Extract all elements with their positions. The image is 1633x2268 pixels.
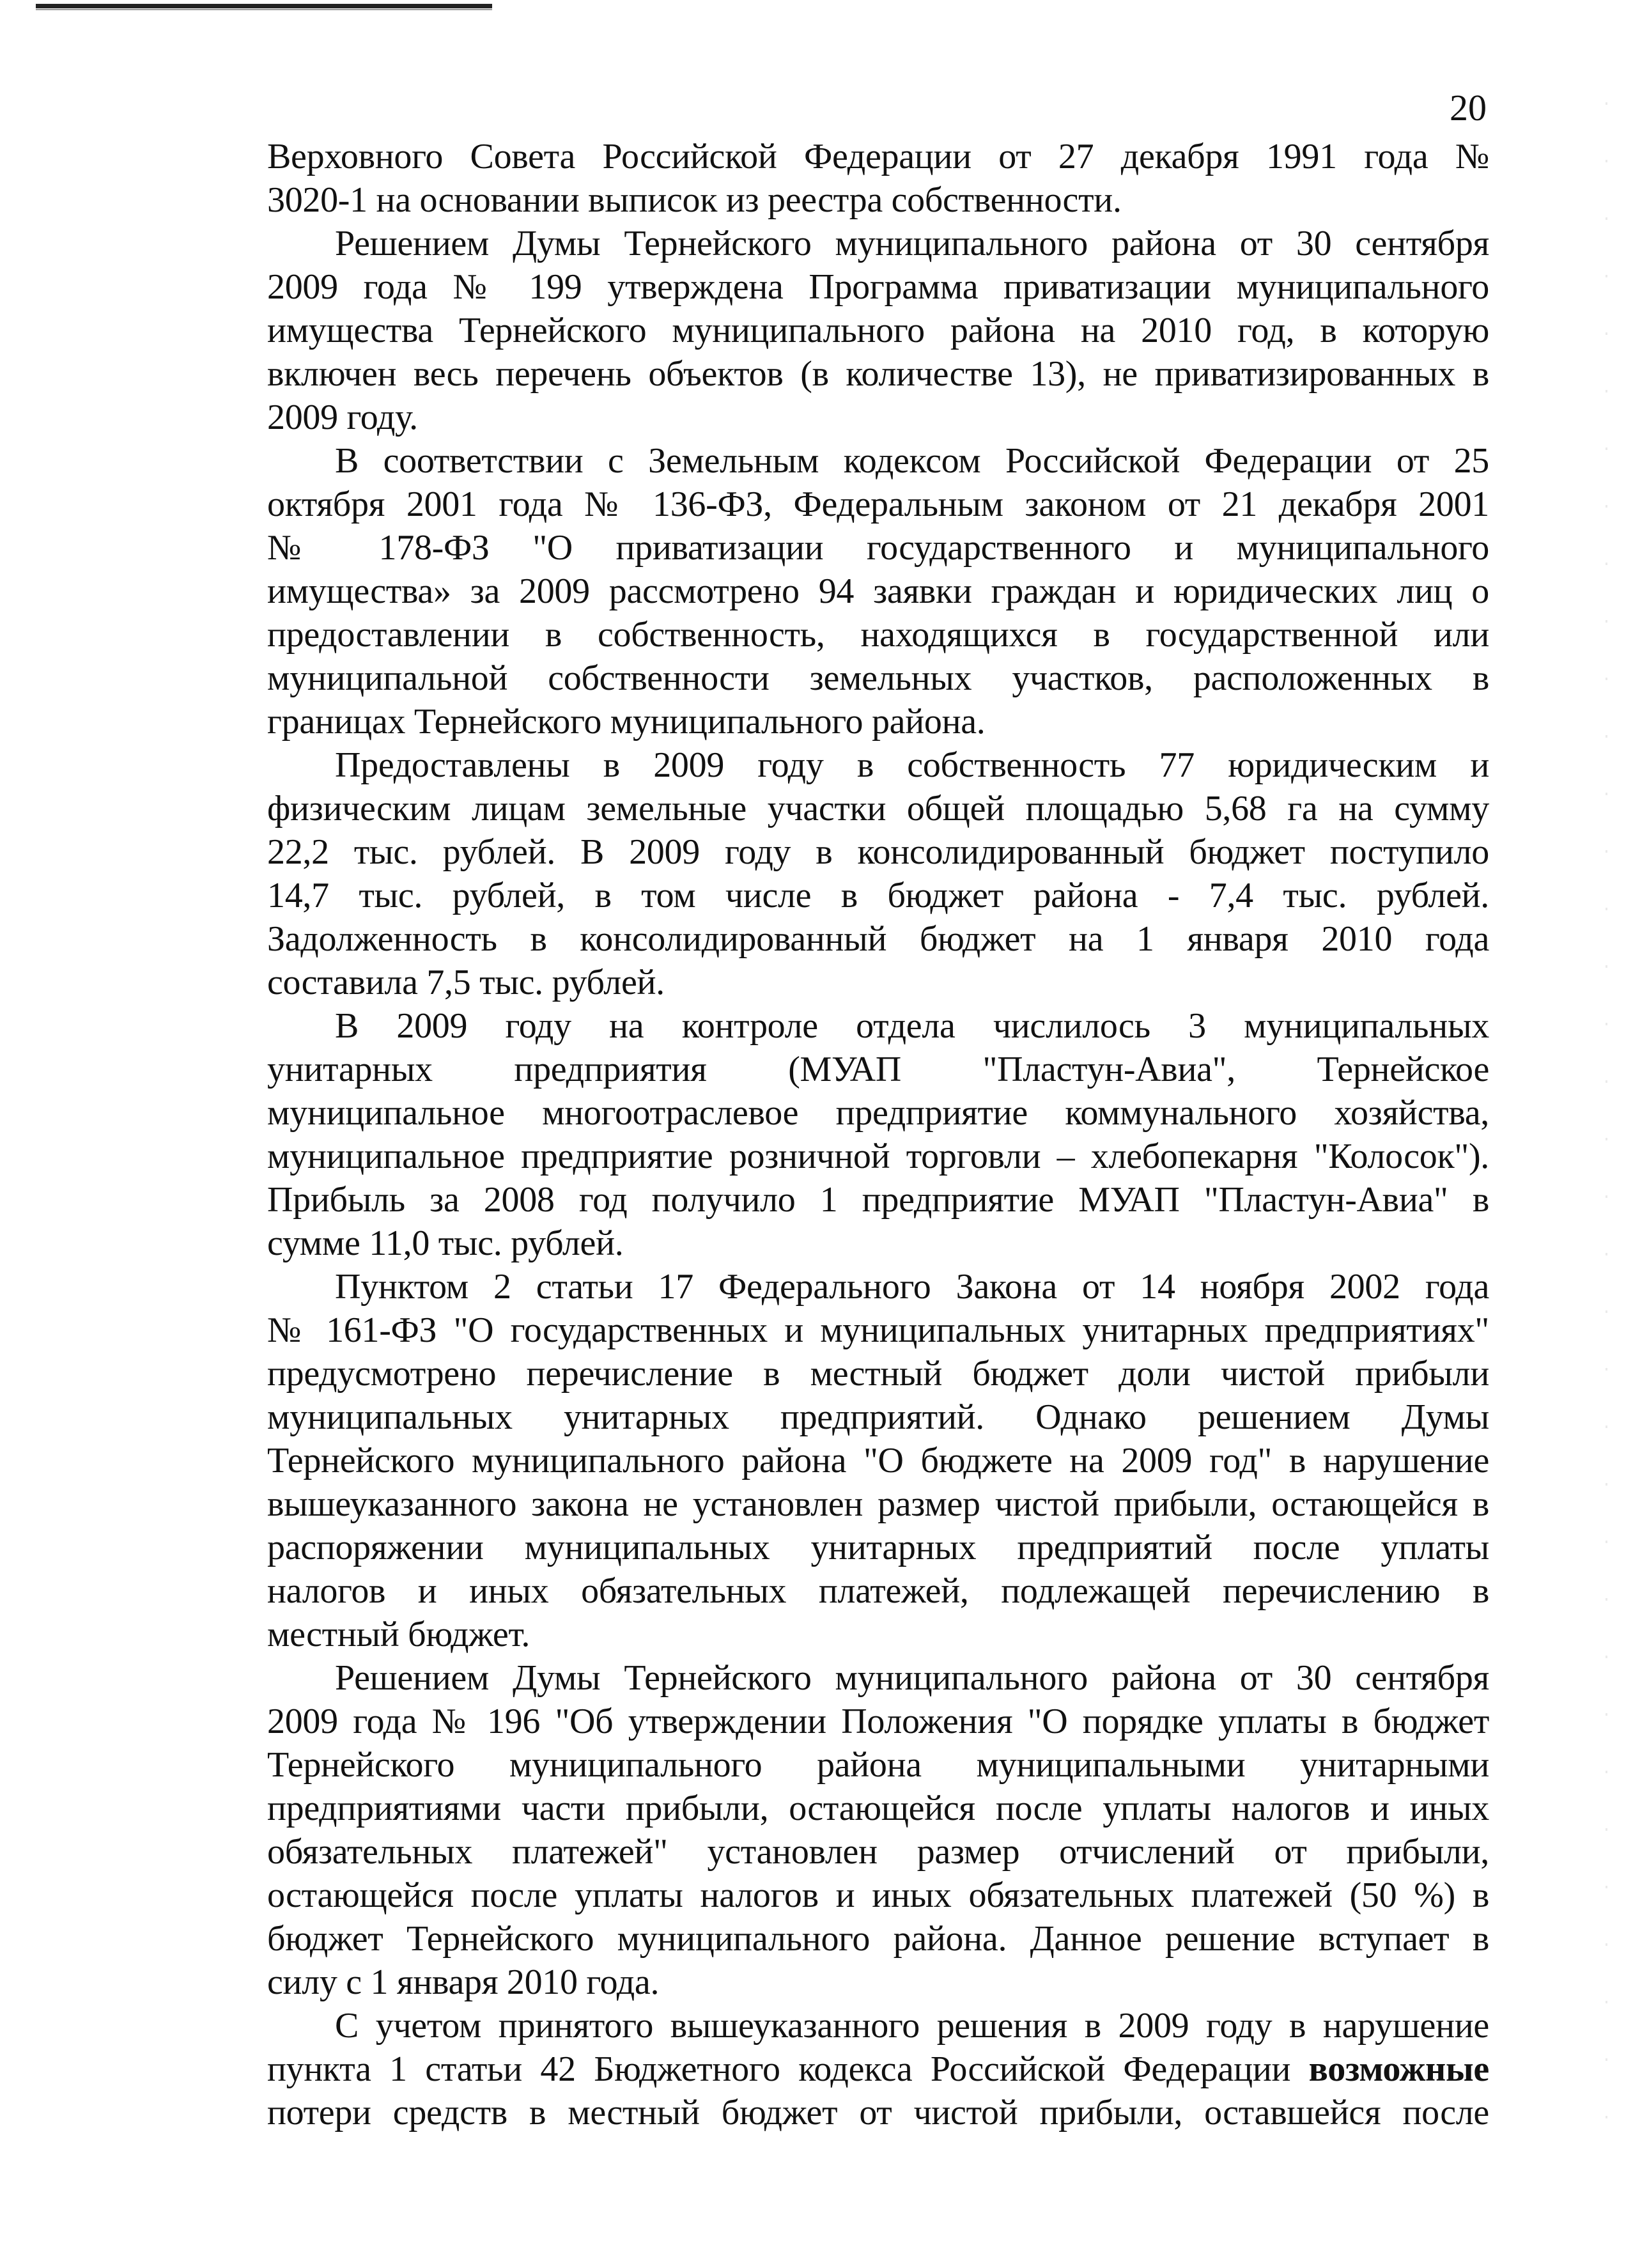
text-line: Верховного Совета Российской Федерации от 27 декабря 1991 года № (267, 137, 1489, 176)
text-line: Задолженность в консолидированный бюджет на 1 января 2010 года (267, 919, 1489, 959)
text-line: 2009 году. (267, 398, 418, 437)
paragraph (267, 222, 1489, 439)
text-line: обязательных платежей" установлен размер отчислений от прибыли, (267, 1832, 1489, 1872)
text-line: 2009 года № 196 "Об утверждении Положения "О порядке уплаты в бюджет (267, 1702, 1489, 1741)
text-line: В соответствии с Земельным кодексом Российской Федерации от 25 (335, 441, 1489, 481)
paragraph (267, 2004, 1489, 2134)
text-line: предусмотрено перечисление в местный бюджет доли чистой прибыли (267, 1354, 1489, 1394)
paragraph (267, 135, 1489, 222)
text-line: распоряжении муниципальных унитарных предприятий после уплаты (267, 1528, 1489, 1567)
paragraph (267, 1004, 1489, 1265)
text-line: сумме 11,0 тыс. рублей. (267, 1223, 624, 1263)
text-line: предоставлении в собственность, находящихся в государственной или (267, 615, 1489, 655)
text-line: имущества Тернейского муниципального района на 2010 год, в которую (267, 311, 1489, 350)
text-line: муниципальной собственности земельных участков, расположенных в (267, 658, 1489, 698)
text-line: 2009 года № 199 утверждена Программа приватизации муниципального (267, 267, 1489, 307)
text-line: потери средств в местный бюджет от чистой прибыли, оставшейся после (267, 2093, 1489, 2132)
text-line: Пунктом 2 статьи 17 Федерального Закона от 14 ноября 2002 года (335, 1267, 1489, 1307)
text-line: 14,7 тыс. рублей, в том числе в бюджет района - 7,4 тыс. рублей. (267, 876, 1489, 915)
text-line: Решением Думы Тернейского муниципального района от 30 сентября (335, 224, 1489, 263)
text-line: октября 2001 года № 136-ФЗ, Федеральным законом от 21 декабря 2001 (267, 485, 1489, 524)
text-line: муниципальное предприятие розничной торговли – хлебопекарня "Колосок"). (267, 1137, 1489, 1176)
scan-edge-noise (1606, 77, 1607, 2122)
text-line: унитарных предприятия (МУАП "Пластун-Авиа", Тернейское (267, 1050, 1489, 1089)
bold-emphasis: возможные (1308, 2049, 1489, 2089)
text-line: Тернейского муниципального района муниципальными унитарными (267, 1745, 1489, 1785)
text-line: № 178-ФЗ "О приватизации государственного и муниципального (267, 528, 1489, 568)
text-line: местный бюджет. (267, 1615, 530, 1654)
text-line: В 2009 году на контроле отдела числилось 3 муниципальных (335, 1006, 1489, 1046)
document-body (267, 135, 1489, 2134)
text-segment: пункта 1 статьи 42 Бюджетного кодекса Российской Федерации (267, 2049, 1309, 2089)
paragraph (267, 743, 1489, 1004)
page-number: 20 (1450, 87, 1487, 128)
text-line: Прибыль за 2008 год получило 1 предприятие МУАП "Пластун-Авиа" в (267, 1180, 1489, 1220)
text-line: бюджет Тернейского муниципального района. Данное решение вступает в (267, 1919, 1489, 1959)
text-line: остающейся после уплаты налогов и иных обязательных платежей (50 %) в (267, 1876, 1489, 1915)
text-line: Предоставлены в 2009 году в собственность 77 юридическим и (335, 745, 1489, 785)
scan-top-rule-shadow (36, 9, 492, 10)
paragraph (267, 439, 1489, 743)
paragraph (267, 1265, 1489, 1656)
text-line: предприятиями части прибыли, остающейся после уплаты налогов и иных (267, 1789, 1489, 1828)
text-line: силу с 1 января 2010 года. (267, 1962, 660, 2002)
text-line: Решением Думы Тернейского муниципального района от 30 сентября (335, 1658, 1489, 1698)
text-line: физическим лицам земельные участки общей площадью 5,68 га на сумму (267, 789, 1489, 828)
text-line: вышеуказанного закона не установлен размер чистой прибыли, остающейся в (267, 1484, 1489, 1524)
text-line: границах Тернейского муниципального района. (267, 702, 986, 742)
text-line: С учетом принятого вышеуказанного решения в 2009 году в нарушение (335, 2006, 1489, 2046)
paragraph (267, 1656, 1489, 2004)
text-line: муниципальное многоотраслевое предприятие коммунального хозяйства, (267, 1093, 1489, 1133)
text-line: Тернейского муниципального района "О бюджете на 2009 год" в нарушение (267, 1441, 1489, 1480)
text-line: № 161-ФЗ "О государственных и муниципальных унитарных предприятиях" (267, 1310, 1489, 1350)
text-line: включен весь перечень объектов (в количестве 13), не приватизированных в (267, 354, 1489, 394)
scan-top-rule (36, 4, 492, 8)
text-line: муниципальных унитарных предприятий. Однако решением Думы (267, 1397, 1489, 1437)
text-line: составила 7,5 тыс. рублей. (267, 963, 665, 1002)
text-line (267, 2047, 1489, 2091)
text-line: налогов и иных обязательных платежей, подлежащей перечислению в (267, 1571, 1489, 1611)
text-line: имущества» за 2009 рассмотрено 94 заявки граждан и юридических лиц о (267, 571, 1489, 611)
text-line: 22,2 тыс. рублей. В 2009 году в консолидированный бюджет поступило (267, 832, 1489, 872)
text-line: 3020-1 на основании выписок из реестра собственности. (267, 180, 1122, 220)
